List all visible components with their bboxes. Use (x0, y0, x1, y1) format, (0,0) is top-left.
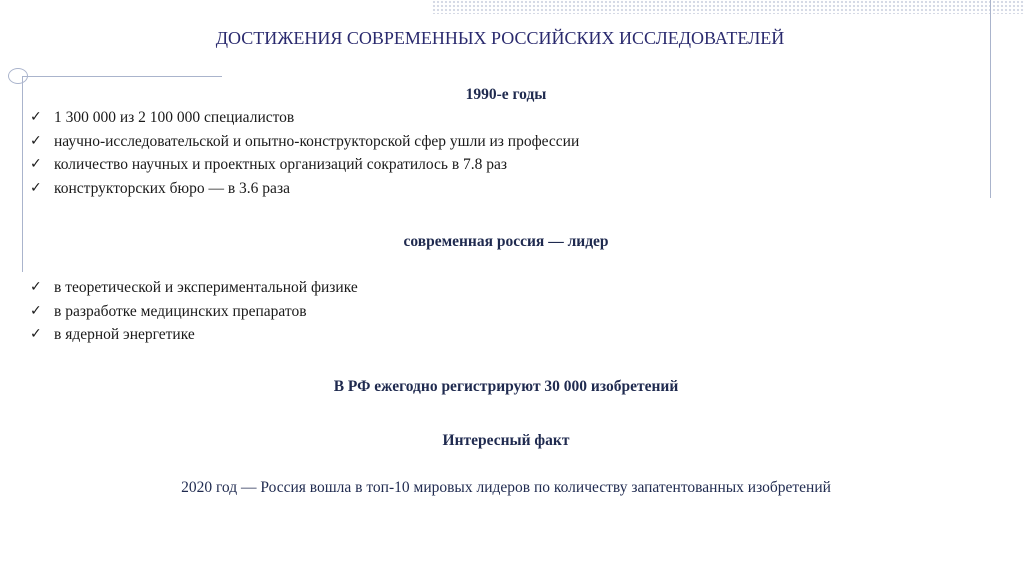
checkmark-icon: ✓ (30, 179, 42, 196)
checkmark-icon: ✓ (30, 326, 42, 342)
fact-text: 2020 год — Россия вошла в топ-10 мировых лидеров по количеству запатентованных изобретений (181, 479, 831, 496)
section-1990s-heading: 1990-е годы (465, 86, 547, 103)
list-item: ✓ количество научных и проектных организаций сократилось в 7.8 раз (30, 153, 579, 177)
section-leader-heading: современная россия — лидер (403, 233, 609, 250)
section-leader-list (30, 276, 358, 347)
checkmark-icon: ✓ (30, 132, 42, 149)
section-1990s-list (30, 106, 579, 200)
list-item: ✓ в ядерной энергетике (30, 323, 358, 347)
inventions-statement: В РФ ежегодно регистрируют 30 000 изобретений (333, 378, 679, 395)
list-item: ✓ 1 300 000 из 2 100 000 специалистов (30, 106, 579, 130)
list-item: ✓ в теоретической и экспериментальной физике (30, 276, 358, 300)
checkmark-icon: ✓ (30, 302, 42, 319)
checkmark-icon: ✓ (30, 279, 42, 295)
decorative-dot-band (432, 0, 1024, 14)
decorative-horizontal-line (22, 76, 222, 77)
checkmark-icon: ✓ (30, 156, 42, 172)
slide-title: ДОСТИЖЕНИЯ СОВРЕМЕННЫХ РОССИЙСКИХ ИССЛЕДОВАТЕЛЕЙ (215, 28, 785, 48)
checkmark-icon: ✓ (30, 109, 42, 125)
list-item: ✓ в разработке медицинских препаратов (30, 300, 358, 324)
list-item: ✓ научно-исследовательской и опытно-конструкторской сфер ушли из профессии (30, 130, 579, 154)
list-item: ✓ конструкторских бюро — в 3.6 раза (30, 177, 579, 201)
fact-heading: Интересный факт (442, 432, 570, 449)
